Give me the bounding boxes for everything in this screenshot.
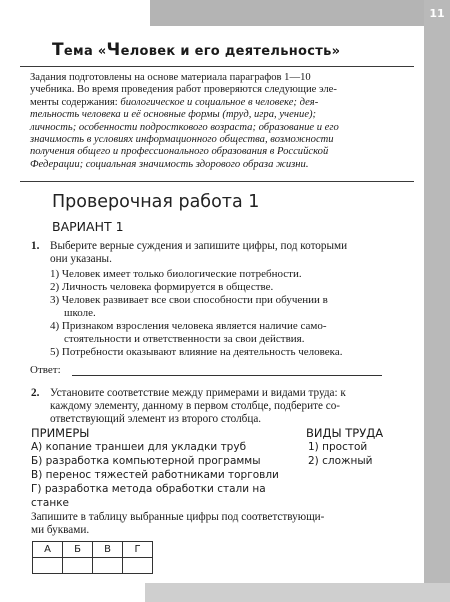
q1-option-3: 3) Человек развивает все свои способности при обучении в	[50, 294, 328, 306]
example-c: В) перенос тяжестей работниками торговли	[31, 469, 279, 481]
example-d-cont: станке	[31, 497, 69, 509]
q2-text: Установите соответствие между примерами и видами труда: к каждому элементу, данному в первом столбце, подберите со- ответствующий элемент из второго столбца.	[50, 387, 346, 426]
answer-label: Ответ:	[30, 364, 61, 376]
intro-paragraph: Задания подготовлены на основе материала параграфов 1—10 учебника. Во время проведения работ проверяются следующие эле- менты содержания: биологическое и социальное в человеке; дея- тельность человека и её основные формы (труд, игра, учение); личность; особенности подросткового возраста; образование и его значимость в условиях информационного общества, возможности получения общего и профессионального образования в Российской Федерации; социальная значимость здорового образа жизни.	[30, 72, 339, 170]
table-header-d: Г	[123, 542, 153, 558]
q1-number: 1.	[31, 240, 40, 252]
kinds-header: ВИДЫ ТРУДА	[306, 426, 384, 440]
q1-option-3-cont: школе.	[64, 307, 96, 319]
q2-instruction: Запишите в таблицу выбранные цифры под соответствующи- ми буквами.	[31, 511, 325, 537]
top-header-bar	[150, 0, 450, 26]
table-cell-c[interactable]	[93, 558, 123, 574]
q1-text: Выберите верные суждения и запишите цифры, под которыми они указаны.	[50, 240, 348, 266]
bottom-shadow	[145, 583, 450, 602]
title-rule	[20, 66, 414, 67]
table-header-c: В	[93, 542, 123, 558]
q2-number: 2.	[31, 387, 40, 399]
example-b: Б) разработка компьютерной программы	[31, 455, 261, 467]
table-cell-a[interactable]	[33, 558, 63, 574]
q1-options	[50, 268, 400, 359]
variant-label: ВАРИАНТ 1	[52, 219, 124, 234]
examples-header: ПРИМЕРЫ	[31, 426, 90, 440]
answer-table	[32, 541, 153, 574]
example-a: А) копание траншеи для укладки труб	[31, 441, 247, 453]
q1-option-4: 4) Признаком взросления человека является наличие само-	[50, 320, 327, 332]
table-header-a: А	[33, 542, 63, 558]
table-cell-b[interactable]	[63, 558, 93, 574]
work-title: Проверочная работа 1	[52, 192, 260, 212]
example-d: Г) разработка метода обработки стали на	[31, 483, 266, 495]
q1-option-2: 2) Личность человека формируется в обществе.	[50, 281, 274, 293]
page-number: 11	[429, 7, 445, 20]
kind-1: 1) простой	[308, 441, 368, 453]
q1-option-4-cont: стоятельности и ответственности за свои действия.	[64, 333, 305, 345]
right-margin-bar	[424, 0, 450, 602]
table-header-b: Б	[63, 542, 93, 558]
intro-rule	[20, 181, 414, 182]
q1-option-5: 5) Потребности оказывают влияние на деятельность человека.	[50, 346, 343, 358]
kind-2: 2) сложный	[308, 455, 373, 467]
answer-line[interactable]	[72, 375, 382, 376]
table-cell-d[interactable]	[123, 558, 153, 574]
q1-option-1: 1) Человек имеет только биологические потребности.	[50, 268, 302, 280]
topic-title: Тема «Человек и его деятельность»	[52, 40, 341, 60]
